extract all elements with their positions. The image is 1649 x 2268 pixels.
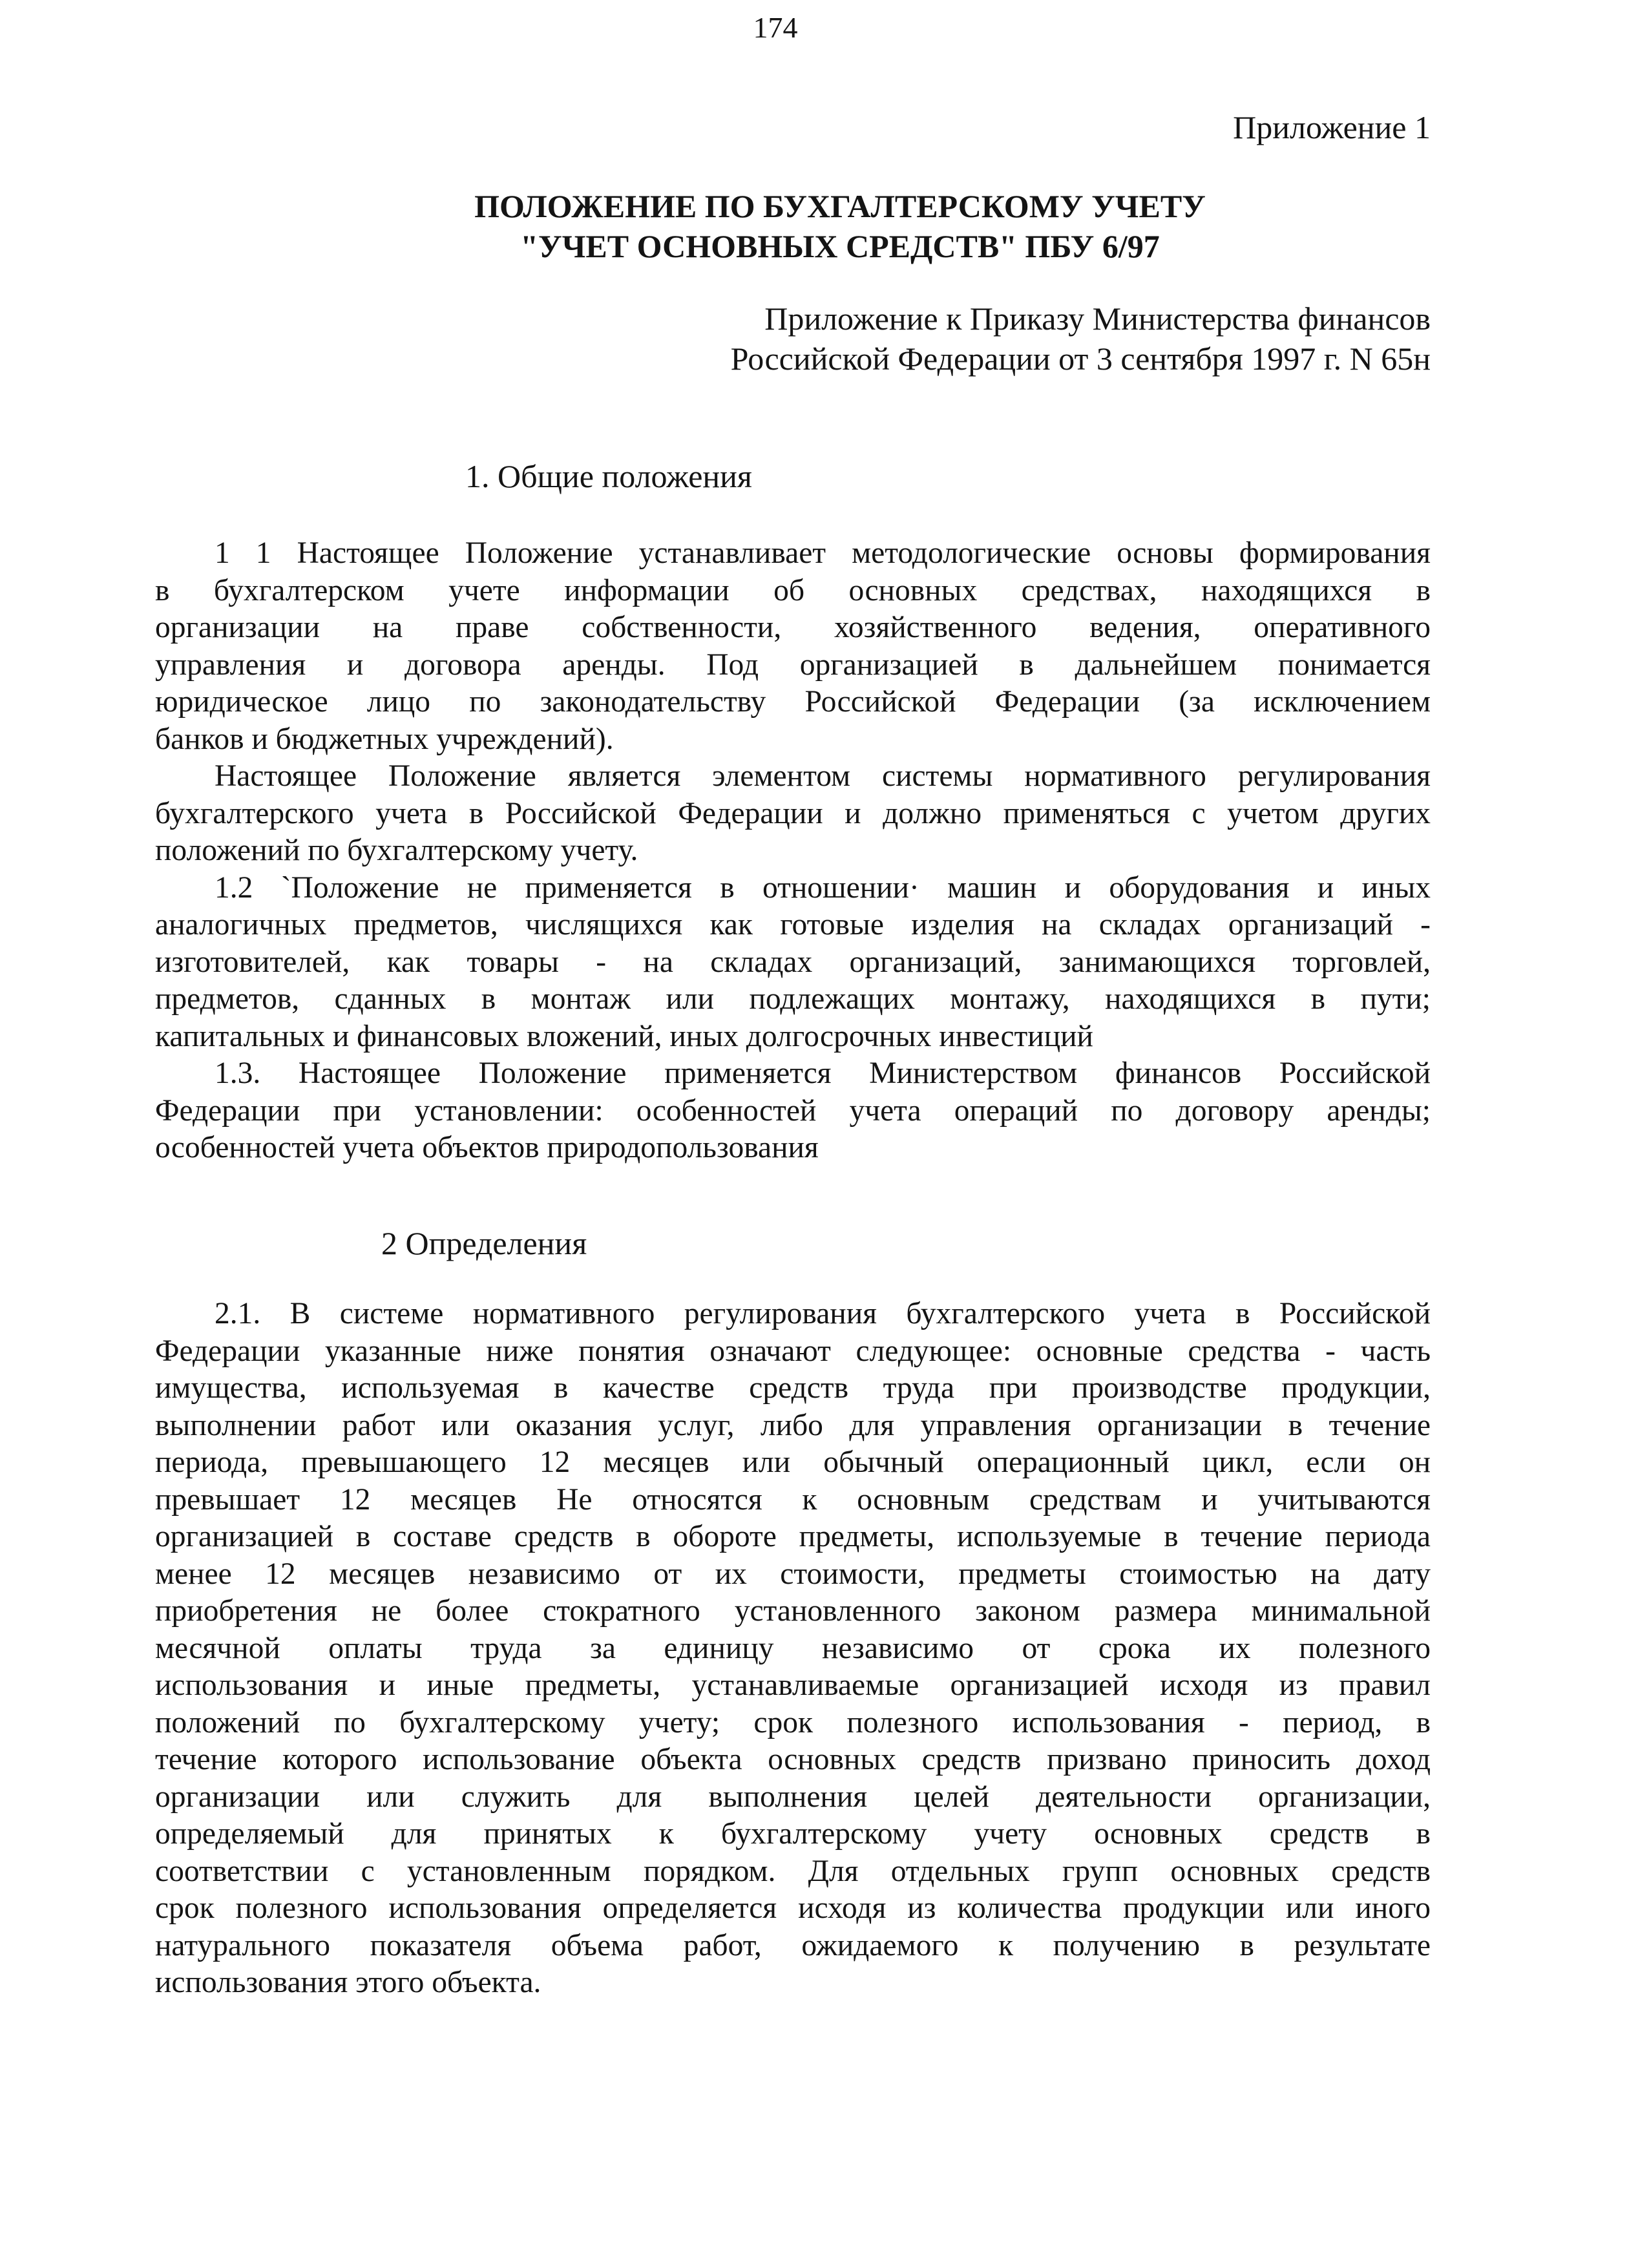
appendix-label: Приложение 1 xyxy=(1233,109,1431,145)
text-line: положений по бухгалтерскому учету; срок полезного использования - период, в xyxy=(155,1705,1431,1739)
order-reference-line-1: Приложение к Приказу Министерства финансов xyxy=(764,300,1431,337)
text-line: положений по бухгалтерскому учету. xyxy=(155,834,638,867)
text-line: 1.2 `Положение не применяется в отношении· машин и оборудования и иных xyxy=(215,870,1431,905)
text-line: выполнении работ или оказания услуг, либо для управления организации в течение xyxy=(155,1408,1431,1442)
order-reference xyxy=(731,299,1431,379)
text-line: 1.3. Настоящее Положение применяется Министерством финансов Российской xyxy=(215,1056,1431,1090)
order-reference-line-2: Российской Федерации от 3 сентября 1997 г. N 65н xyxy=(730,341,1431,377)
text-line: менее 12 месяцев независимо от их стоимости, предметы стоимостью на дату xyxy=(155,1557,1431,1591)
text-line: Настоящее Положение является элементом системы нормативного регулирования xyxy=(215,759,1431,793)
text-line: 1 1 Настоящее Положение устанавливает методологические основы формирования xyxy=(215,536,1431,570)
text-line: соответствии с установленным порядком. Для отдельных групп основных средств xyxy=(155,1854,1431,1888)
text-line: использования этого объекта. xyxy=(155,1966,541,1999)
text-line: превышает 12 месяцев Не относятся к основным средствам и учитываются xyxy=(155,1482,1431,1517)
text-line: особенностей учета объектов природопользования xyxy=(155,1131,819,1164)
text-line: предметов, сданных в монтаж или подлежащих монтажу, находящихся в пути; xyxy=(155,982,1431,1016)
section-1-heading: 1. Общие положения xyxy=(465,458,752,494)
text-line: Федерации при установлении: особенностей учета операций по договору аренды; xyxy=(155,1093,1431,1128)
text-line: управления и договора аренды. Под организацией в дальнейшем понимается xyxy=(155,647,1431,682)
text-line: использования и иные предметы, устанавливаемые организацией исходя из правил xyxy=(155,1668,1431,1702)
text-line: организации на праве собственности, хозяйственного ведения, оперативного xyxy=(155,611,1431,644)
text-line: месячной оплаты труда за единицу независимо от срока их полезного xyxy=(155,1631,1431,1665)
text-line: юридическое лицо по законодательству Российской Федерации (за исключением xyxy=(155,685,1431,719)
text-line: определяемый для принятых к бухгалтерскому учету основных средств в xyxy=(155,1817,1431,1851)
section-1-body xyxy=(155,535,1431,1167)
text-line: 2.1. В системе нормативного регулирования бухгалтерского учета в Российской xyxy=(215,1297,1431,1330)
section-2-body xyxy=(155,1296,1431,2002)
text-line: имущества, используемая в качестве средств труда при производстве продукции, xyxy=(155,1371,1431,1405)
text-line: бухгалтерского учета в Российской Федерации и должно применяться с учетом других xyxy=(155,796,1431,830)
text-line: капитальных и финансовых вложений, иных долгосрочных инвестиций xyxy=(155,1019,1093,1053)
text-line: в бухгалтерском учете информации об основных средствах, находящихся в xyxy=(155,573,1431,607)
title-line-2: "УЧЕТ ОСНОВНЫХ СРЕДСТВ" ПБУ 6/97 xyxy=(520,228,1160,264)
text-line: изготовителей, как товары - на складах организаций, занимающихся торговлей, xyxy=(155,945,1431,979)
document-title xyxy=(0,186,1649,266)
title-line-1: ПОЛОЖЕНИЕ ПО БУХГАЛТЕРСКОМУ УЧЕТУ xyxy=(474,188,1206,224)
text-line: банков и бюджетных учреждений). xyxy=(155,722,614,756)
text-line: срок полезного использования определяется исходя из количества продукции или иного xyxy=(155,1891,1431,1925)
text-line: Федерации указанные ниже понятия означают следующее: основные средства - часть xyxy=(155,1334,1431,1368)
section-2-heading: 2 Определения xyxy=(381,1225,587,1261)
text-line: натурального показателя объема работ, ожидаемого к получению в результате xyxy=(155,1928,1431,1962)
text-line: течение которого использование объекта основных средств призвано приносить доход xyxy=(155,1743,1431,1776)
text-line: организации или служить для выполнения целей деятельности организации, xyxy=(155,1780,1431,1814)
page-number: 174 xyxy=(753,11,798,44)
text-line: периода, превышающего 12 месяцев или обычный операционный цикл, если он xyxy=(155,1445,1431,1479)
text-line: организацией в составе средств в обороте предметы, используемые в течение периода xyxy=(155,1520,1431,1553)
text-line: аналогичных предметов, числящихся как готовые изделия на складах организаций - xyxy=(155,908,1431,941)
text-line: приобретения не более стократного установленного законом размера минимальной xyxy=(155,1594,1431,1628)
